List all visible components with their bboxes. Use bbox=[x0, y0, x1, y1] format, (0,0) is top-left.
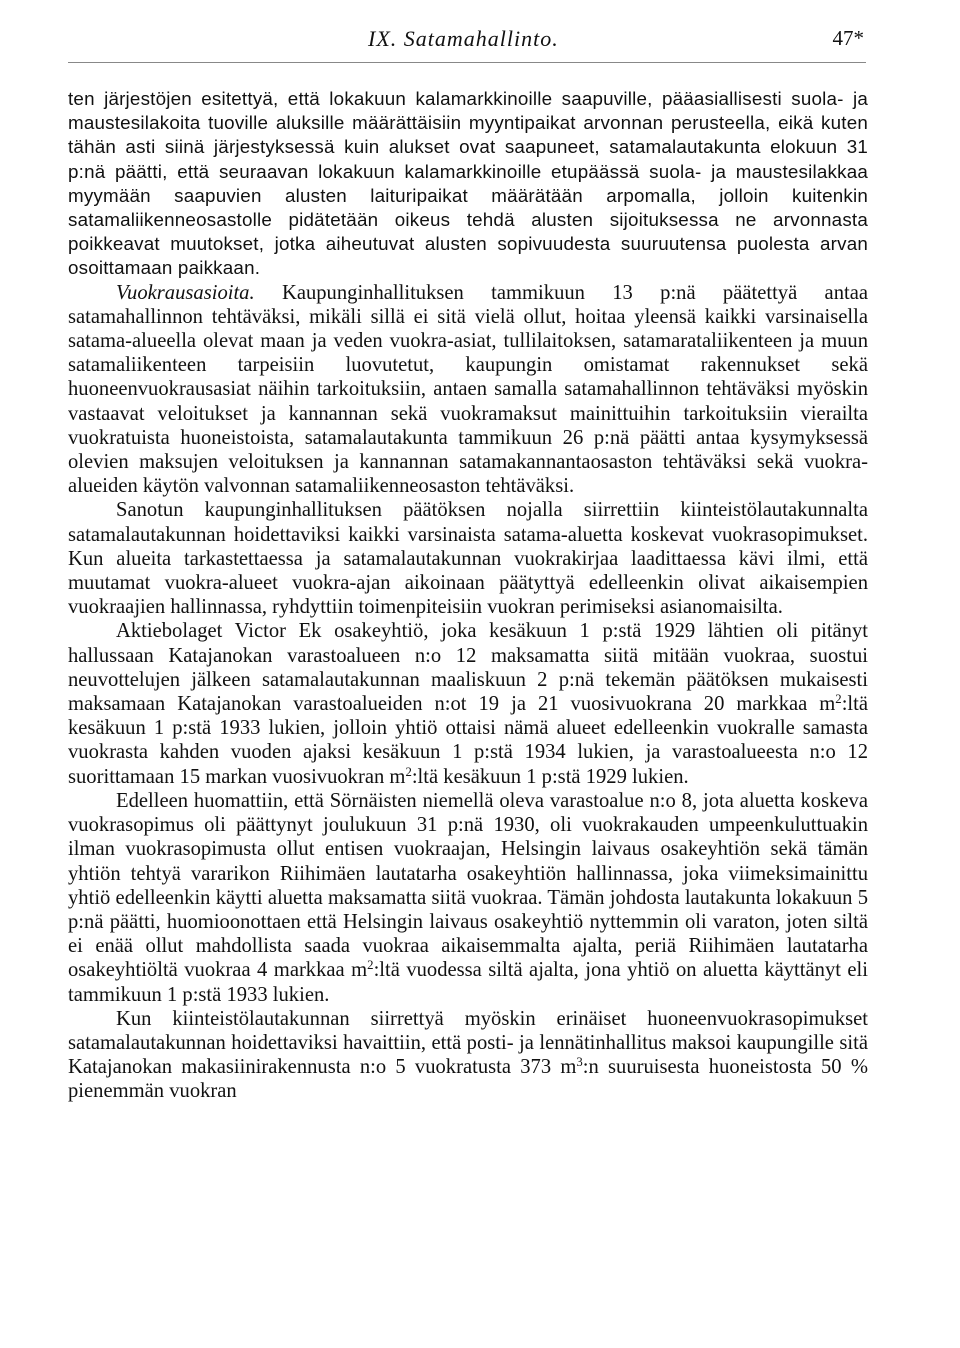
paragraph-victor-ek bbox=[68, 619, 868, 788]
paragraph-rental-agreements bbox=[68, 1007, 868, 1104]
superscript-exponent: 2 bbox=[405, 764, 412, 779]
body-text bbox=[68, 87, 868, 1104]
paragraph-sornainen-area bbox=[68, 789, 868, 1007]
paragraph-lease-transfer bbox=[68, 498, 868, 619]
section-subheading: Vuokrausasioita. bbox=[116, 281, 255, 304]
paragraph-text: :ltä vuodessa siltä ajalta, jona yhtiö on aluetta käyttänyt eli tammikuun 1 p:stä 1933 lukien. bbox=[68, 959, 868, 1006]
paragraph-text: Kun kiinteistölautakunnan siirrettyä myöskin erinäiset huoneenvuokrasopimukset satamalautakunnan hoidettaviksi havaittiin, että posti- ja lennätinhallitus maksoi kaupungille sitä Katajanokan makasiinirakennusta n:o 5 vuokratusta 373 m bbox=[68, 1007, 868, 1079]
paragraph-text: :n suuruisesta huoneistosta 50 % pienemmän vuokran bbox=[68, 1056, 868, 1103]
paragraph-text: Kaupunginhallituksen tammikuun 13 p:nä päätettyä antaa satamahallinnon tehtäväksi, mikäli sillä ei sitä vielä ollut, hoitaa yleensä kaikki varsinaisella satama-alueella olevat maan ja veden vuokra-asiat, tullilaitoksen, satamarataliikenteen ja muun satamaliikenteen tarpeisiin luovutetut, kaupungin omistamat rakennukset sekä huoneenvuokrausasiat näihin tarkoituksiin, antaen samalla satamahallinnon tehtäväksi myöskin vastaavat veloitukset ja kannannan sekä vuokramaksut mainittuihin tarkoituksiin vierailta vuokratuista huoneistoista, satamalautakunta tammikuun 26 p:nä päätti antaa kysymyksessä olevien maksujen veloituksen ja kannannan satamakannantaosaston tehtäväksi sekä vuokra-alueiden käytön valvonnan satamaliikenneosaston tehtäväksi. bbox=[68, 281, 868, 498]
superscript-exponent: 3 bbox=[576, 1055, 583, 1070]
paragraph-text: :ltä kesäkuun 1 p:stä 1929 lukien. bbox=[411, 765, 689, 788]
paragraph-text: Sanotun kaupunginhallituksen päätöksen nojalla siirrettiin kiinteistölautakunnalta satamalautakunnan hoidettaviksi kaikki varsinaista satama-aluetta koskevat vuokrasopimukset. Kun alueita tarkastettaessa ja satamalautakunnan vuokrakirjaa laadittaessa kävi ilmi, että muutamat vuokra-alueet vuokra-ajan aikoinaan päätyttyä edelleenkin olivat aikaisempien vuokraajien hallinnassa, ryhdyttiin toimenpiteisiin vuokran perimiseksi asianomaisilta. bbox=[68, 499, 868, 619]
chapter-title: IX. Satamahallinto. bbox=[368, 26, 559, 51]
paragraph-text: ten järjestöjen esitettyä, että lokakuun kalamarkkinoille saapuville, pääasiallisesti suola- ja maustesilakoita tuoville aluksille määrättäisiin myyntipaikat arvonnan perusteella, eikä kuten tähän asti siinä järjestyksessä kuin alukset ovat saapuneet, satamalautakunta elokuun 31 p:nä päätti, että seuraavan lokakuun kalamarkkinoille etupäässä suola- ja maustesilakkaa myymään saapuvien alusten laituripaikat määrätään arpomalla, jolloin kuitenkin satamaliikenneosastolle pidätetään oikeus tehdä alusten sijoituksessa ne arvonnasta poikkeavat muutokset, jotka aiheutuvat alusten sopivuudesta suuruutensa puolesta arvan osoittamaan paikkaan. bbox=[68, 88, 868, 279]
document-page bbox=[68, 0, 868, 1348]
superscript-exponent: 2 bbox=[367, 958, 374, 973]
paragraph-text: :ltä kesäkuun 1 p:stä 1933 lukien, jolloin yhtiö ottaisi nämä alueet edelleenkin vuokralle samasta vuokrasta kahden vuoden ajaksi kesäkuun 1 p:stä 1934 lukien, ja varastoalueesta n:o 12 suorittamaan 15 markan vuosivuokran m bbox=[68, 693, 868, 788]
paragraph-text: Edelleen huomattiin, että Sörnäisten niemellä oleva varastoalue n:o 8, jota aluetta koskeva vuokrasopimus oli päättynyt joulukuun 31 p:nä 1930, oli vuokrakauden umpeenkuluttuakin ilman vuokrasopimusta ollut entisen vuokraajan, Helsingin laivaus osakeyhtiön sekä tämän yhtiön tehtyä vararikon Riihimäen lautatarha osakeyhtiön hallinnassa, joka viimeksimainittu yhtiö edelleenkin käytti aluetta maksamatta siitä vuokraa. Tämän johdosta lautakunta lokakuun 5 p:nä päätti, huomioonottaen että Helsingin laivaus osakeyhtiö nyttemmin oli varaton, joten siltä ei enää ollut mahdollista saada vuokraa aikaisemmalta ajalta, periä Riihimäen lautatarha osakeyhtiöltä vuokraa 4 markkaa m bbox=[68, 789, 868, 982]
paragraph-leasing-matters bbox=[68, 281, 868, 499]
running-header bbox=[68, 0, 866, 63]
paragraph-text: Aktiebolaget Victor Ek osakeyhtiö, joka kesäkuun 1 p:stä 1929 lähtien oli pitänyt hallussaan Katajanokan varastoalueen n:o 12 maksamatta siitä mitään vuokraa, suostui neuvottelujen jälkeen satamalautakunnan maaliskuun 2 p:nä tekemän päätöksen mukaisesti maksamaan Katajanokan varastoalueiden n:ot 19 ja 21 vuosivuokrana 20 markkaa m bbox=[68, 620, 868, 716]
page-number: 47* bbox=[832, 26, 864, 50]
superscript-exponent: 2 bbox=[835, 692, 842, 707]
paragraph-market-berths bbox=[68, 87, 868, 281]
